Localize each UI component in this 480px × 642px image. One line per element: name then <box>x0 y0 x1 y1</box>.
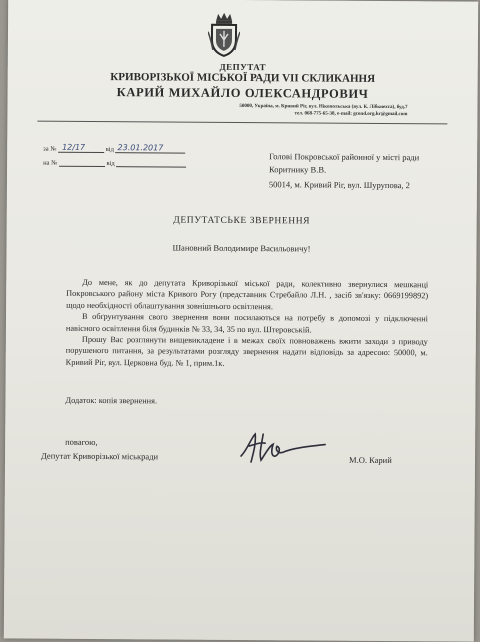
signature-icon <box>237 424 327 473</box>
coat-of-arms-icon <box>208 10 240 58</box>
letter-page <box>4 0 478 642</box>
greeting: Шановний Володимире Васильовичу! <box>172 242 311 254</box>
registry-label-from: від <box>105 146 114 154</box>
header-address: 50000, Україна, м. Кривий Ріг, вул. Нікопольська (вул. К. Лібкнехта), буд.7 <box>239 103 408 111</box>
registry-outgoing <box>43 143 185 154</box>
addressee-line: Коритнику В.В. <box>269 164 327 175</box>
body-paragraph: Прошу Вас розглянути вищевикладене і в межах своїх повноважень вжити заходи з приводу порушеного питання, за результатами розгляду звернення надати відповідь за адресою: 50000, м. Кривий Ріг, вул. Церковна буд. № 1, прим.1к. <box>65 334 428 368</box>
body-paragraph: В обґрунтування свого звернення вони посилаються на потребу в допомозі у підключенні навісного освітлення біля будинків № 33, 34, 35 по вул. Штеровській. <box>65 312 429 335</box>
header-contacts: тел. 068-775-65-38, e-mail: gcond.org.kr@gmail.com <box>294 111 408 118</box>
letter-body <box>66 277 429 371</box>
registry-label-no: за № <box>43 145 57 153</box>
registry-label-ref: на № <box>43 159 58 167</box>
header-council: КРИВОРІЗЬКОЇ МІСЬКОЇ РАДИ VII СКЛИКАННЯ <box>110 71 376 85</box>
header-deputy-name: КАРИЙ МИХАЙЛО ОЛЕКСАНДРОВИЧ <box>116 85 369 101</box>
registry-label-ref-from: від <box>106 160 115 168</box>
attachment-note: Додаток: копія звернення. <box>65 395 158 406</box>
registry-incoming <box>43 157 186 168</box>
header-title: ДЕПУТАТ <box>219 61 267 73</box>
body-paragraph: До мене, як до депутата Криворізької міської ради, колективно звернулися мешканці Покровського району міста Кривого Рогу (представник Стребайло Л.Н. , засіб зв'язку: 0669199892) щодо необхідності облаштування зовнішнього освітлення. <box>66 277 429 312</box>
addressee-line: 50014, м. Кривий Ріг, вул. Шурупова, 2 <box>268 179 410 191</box>
closing-regards: повагою, <box>65 436 98 448</box>
registry-number: 12/17 <box>62 142 86 152</box>
header-divider <box>37 121 447 125</box>
registry-date: 23.01.2017 <box>117 143 164 153</box>
addressee-line: Голові Покровської районної у місті ради <box>269 151 420 163</box>
signer-position: Депутат Криворізької міськради <box>41 450 159 462</box>
signer-name: М.О. Карий <box>348 454 392 466</box>
document-title: ДЕПУТАТСЬКЕ ЗВЕРНЕННЯ <box>173 215 311 227</box>
